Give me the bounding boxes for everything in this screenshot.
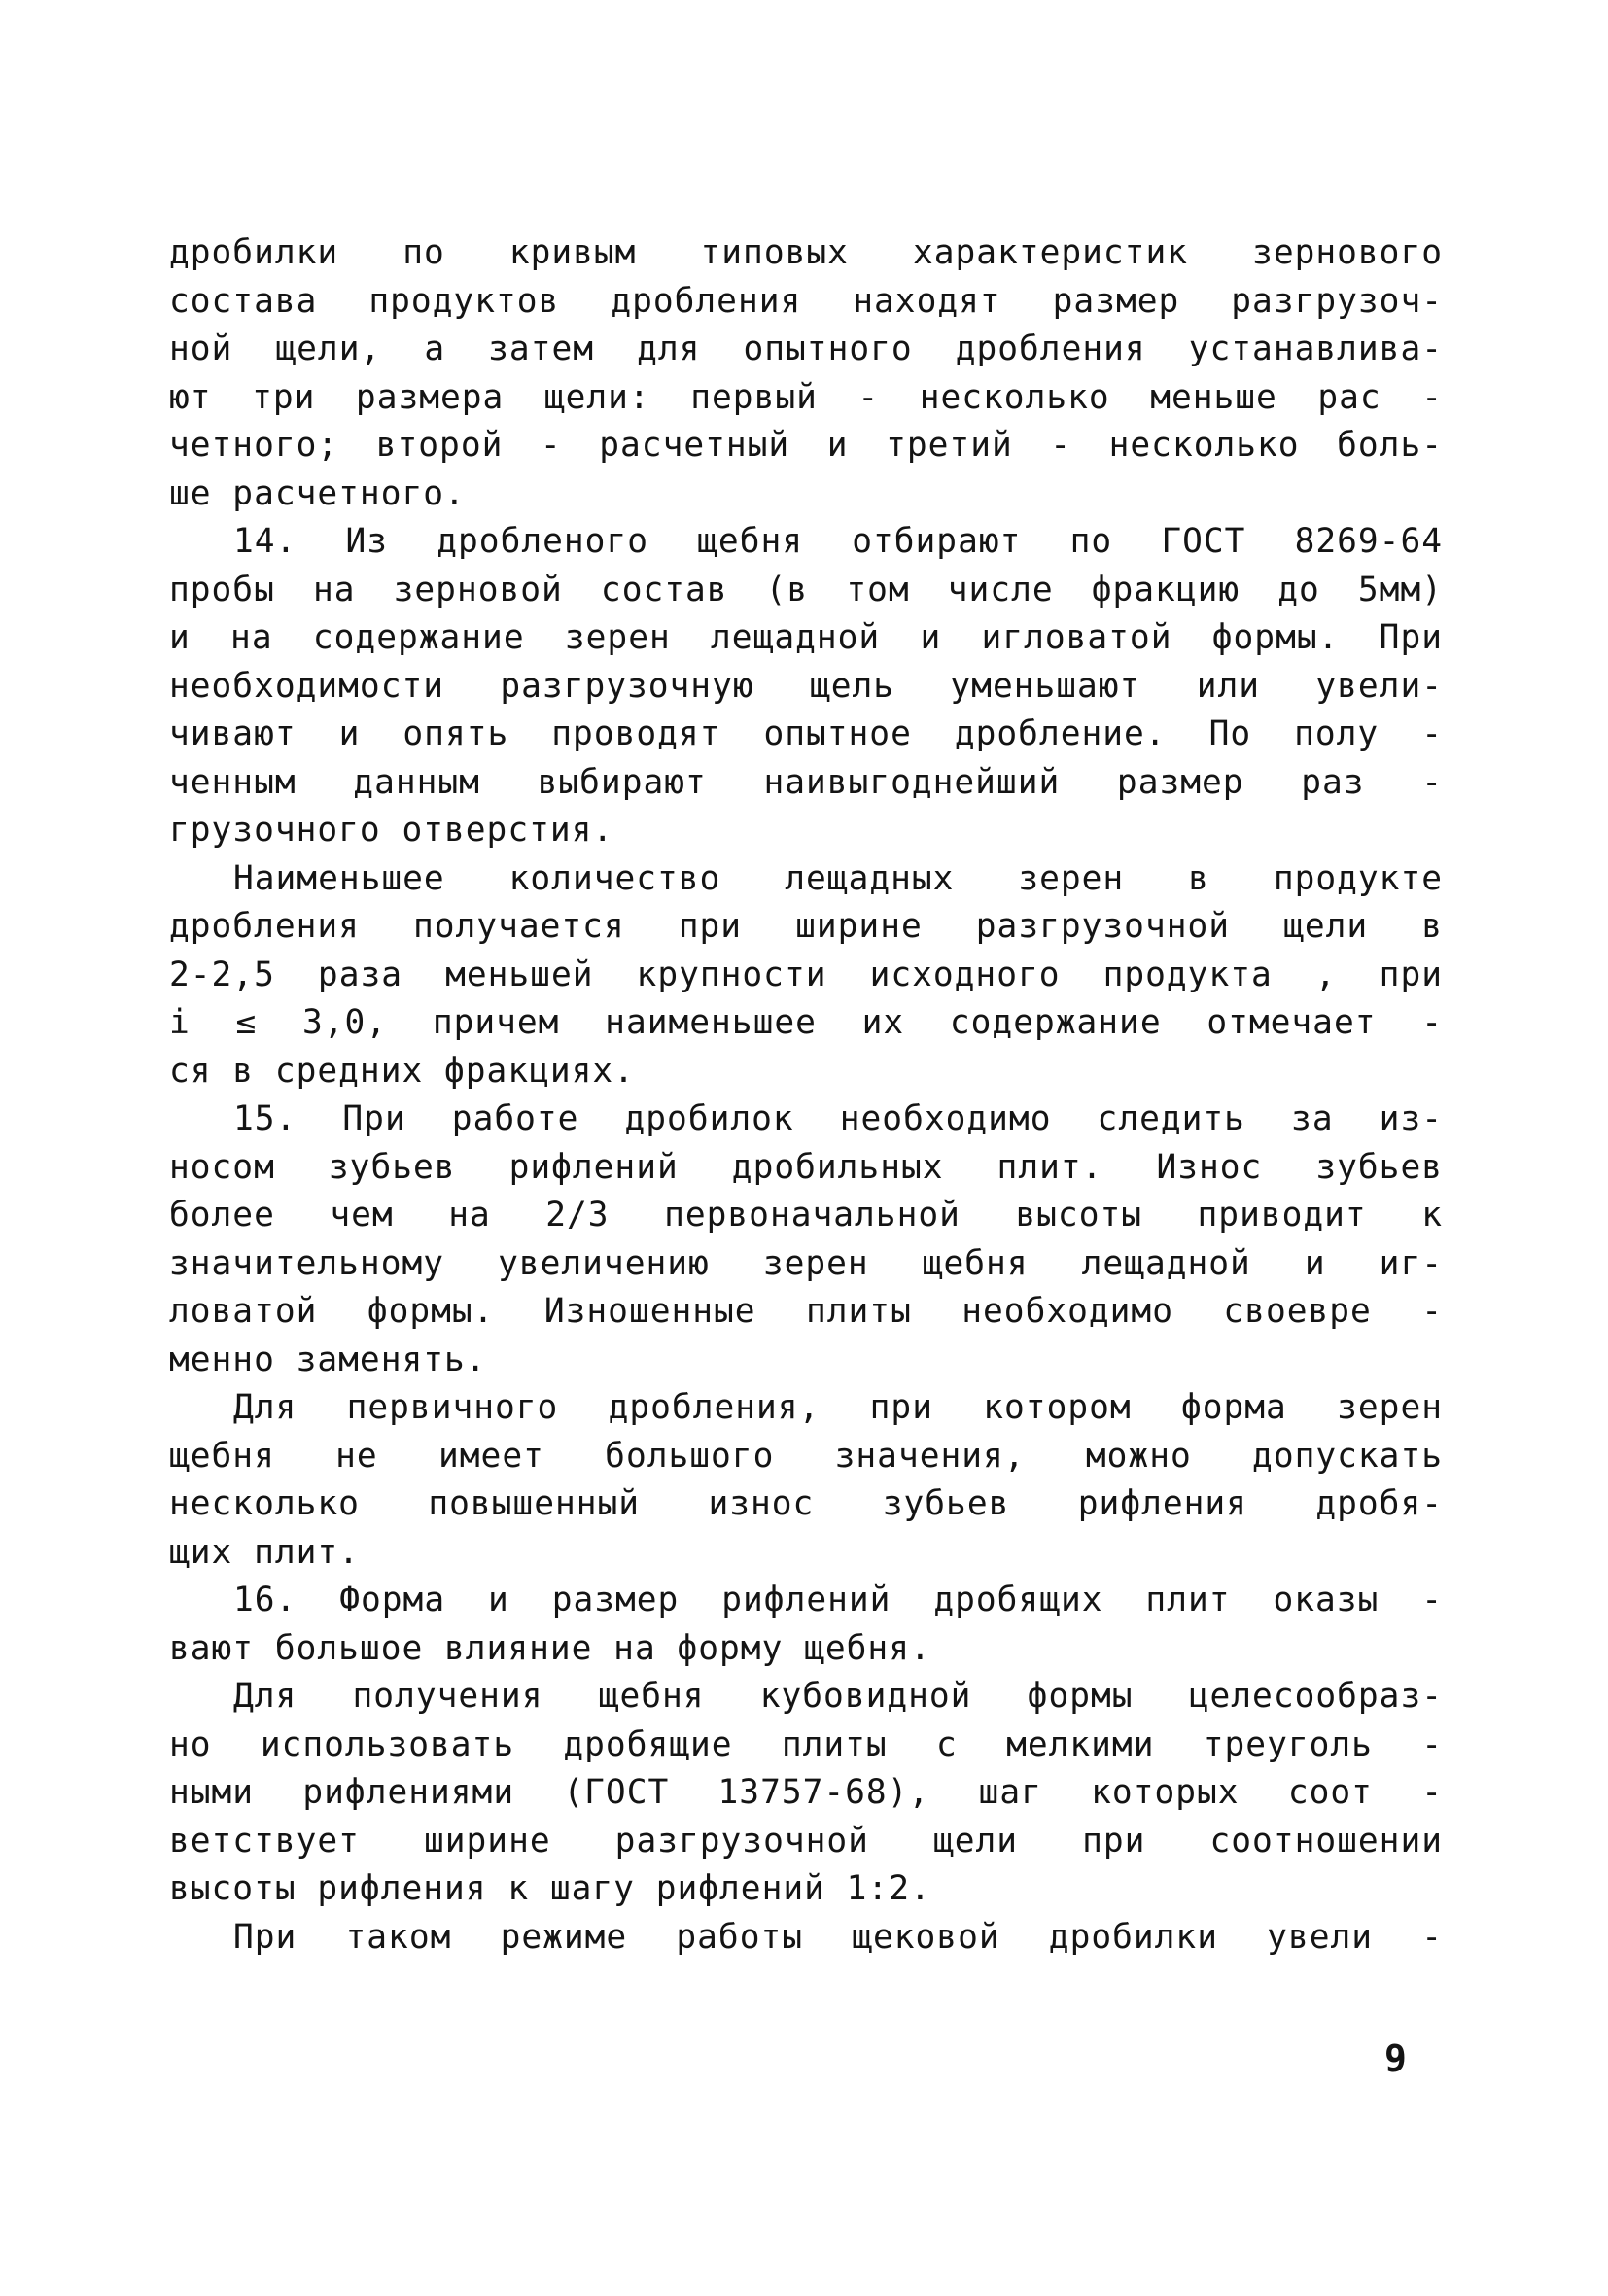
text-line: Для первичного дробления, при котором форма зерен bbox=[233, 1388, 1443, 1427]
text-line: более чем на 2/3 первоначальной высоты приводит к bbox=[169, 1196, 1443, 1235]
text-line: ловатой формы. Изношенные плиты необходимо своевре - bbox=[169, 1292, 1443, 1331]
paragraph bbox=[169, 855, 1443, 1096]
text-line: грузочного отверстия. bbox=[169, 811, 614, 850]
text-line: щих плит. bbox=[169, 1532, 360, 1572]
text-line: вают большое влияние на форму щебня. bbox=[169, 1628, 931, 1668]
body-text bbox=[169, 229, 1443, 1962]
text-line: необходимости разгрузочную щель уменьшают или увели- bbox=[169, 666, 1443, 706]
text-line: чивают и опять проводят опытное дробление. По полу - bbox=[169, 714, 1443, 753]
text-line: высоты рифления к шагу рифлений 1:2. bbox=[169, 1869, 931, 1908]
text-line: четного; второй - расчетный и третий - несколько боль- bbox=[169, 426, 1443, 465]
text-line: пробы на зерновой состав (в том числе фракцию до 5мм) bbox=[169, 570, 1443, 609]
text-line: 14. Из дробленого щебня отбирают по ГОСТ 8269-64 bbox=[233, 522, 1443, 561]
text-line: дробилки по кривым типовых характеристик зернового bbox=[169, 233, 1443, 272]
text-line: но использовать дробящие плиты с мелкими треуголь - bbox=[169, 1724, 1443, 1764]
text-line: Наименьшее количество лещадных зерен в продукте bbox=[233, 858, 1443, 898]
text-line: значительному увеличению зерен щебня лещадной и иг- bbox=[169, 1243, 1443, 1283]
paragraph-section-14 bbox=[169, 518, 1443, 855]
text-line: При таком режиме работы щековой дробилки увели - bbox=[233, 1917, 1443, 1957]
text-line: несколько повышенный износ зубьев рифления дробя- bbox=[169, 1484, 1443, 1523]
text-line: Для получения щебня кубовидной формы целесообраз- bbox=[233, 1677, 1443, 1716]
paragraph bbox=[169, 1384, 1443, 1577]
text-line: дробления получается при ширине разгрузочной щели в bbox=[169, 907, 1443, 946]
text-line: ют три размера щели: первый - несколько меньше рас - bbox=[169, 377, 1443, 417]
text-line: менно заменять. bbox=[169, 1339, 487, 1379]
text-line: 16. Форма и размер рифлений дробящих плит оказы - bbox=[233, 1581, 1443, 1619]
text-line: ными рифлениями (ГОСТ 13757-68), шаг которых соот - bbox=[169, 1773, 1443, 1812]
text-line: и на содержание зерен лещадной и игловатой формы. При bbox=[169, 618, 1443, 657]
paragraph bbox=[169, 1914, 1443, 1963]
paragraph bbox=[169, 229, 1443, 518]
text-line: i ≤ 3,0, причем наименьшее их содержание отмечает - bbox=[169, 1003, 1443, 1042]
text-line: состава продуктов дробления находят размер разгрузоч- bbox=[169, 281, 1443, 321]
text-line: 2-2,5 раза меньшей крупности исходного продукта , при bbox=[169, 955, 1443, 994]
paragraph bbox=[169, 1673, 1443, 1914]
text-line: носом зубьев рифлений дробильных плит. Износ зубьев bbox=[169, 1147, 1443, 1187]
page-number: 9 bbox=[1384, 2037, 1407, 2080]
text-line: 15. При работе дробилок необходимо следить за из- bbox=[233, 1099, 1443, 1138]
paragraph-section-15 bbox=[169, 1096, 1443, 1384]
text-line: ветствует ширине разгрузочной щели при соотношении bbox=[169, 1821, 1443, 1861]
text-line: ся в средних фракциях. bbox=[169, 1051, 635, 1091]
paragraph-section-16 bbox=[169, 1577, 1443, 1673]
text-line: щебня не имеет большого значения, можно допускать bbox=[169, 1436, 1443, 1476]
text-line: ченным данным выбирают наивыгоднейший размер раз - bbox=[169, 762, 1443, 802]
text-line: ше расчетного. bbox=[169, 473, 466, 513]
text-line: ной щели, а затем для опытного дробления устанавлива- bbox=[169, 330, 1443, 368]
